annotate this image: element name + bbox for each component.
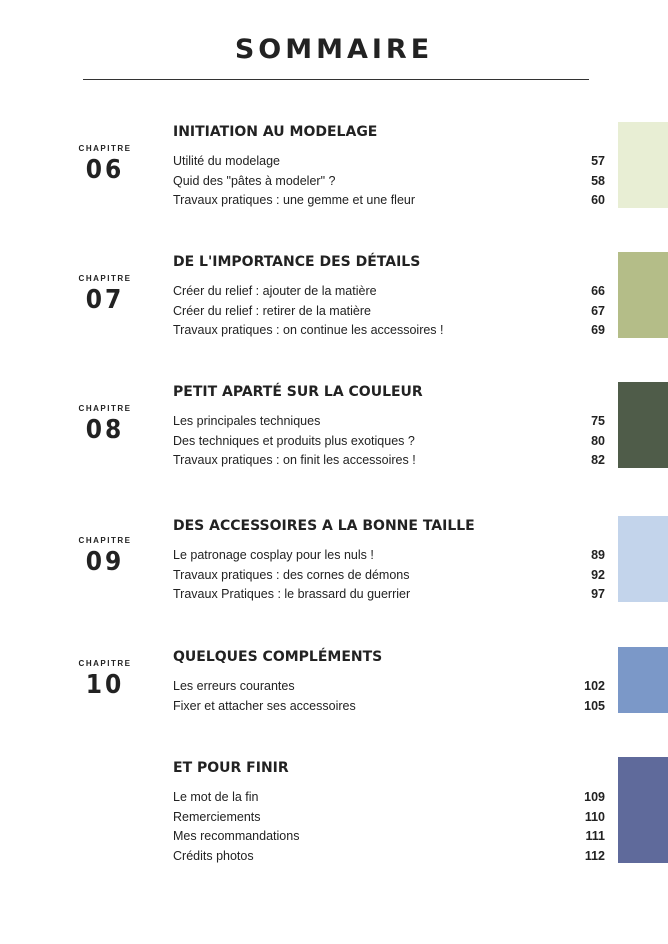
entry-page: 80 <box>591 433 605 448</box>
chapter-tag-09 <box>60 536 150 577</box>
entry-title: Travaux Pratiques : le brassard du guerrier <box>173 587 411 601</box>
color-swatch-10 <box>618 647 668 713</box>
entry-page: 58 <box>591 173 605 188</box>
toc-entry[interactable] <box>173 302 605 322</box>
title-divider <box>83 79 589 80</box>
toc-section-09 <box>173 517 605 605</box>
entry-page: 69 <box>591 323 605 337</box>
entry-page: 89 <box>591 548 605 562</box>
entry-page: 92 <box>591 567 605 582</box>
entry-title: Crédits photos <box>173 848 254 863</box>
entry-title: Remerciements <box>173 809 261 824</box>
color-swatch-09 <box>618 516 668 602</box>
entry-title: Travaux pratiques : on continue les accessoires ! <box>173 323 444 337</box>
toc-entry[interactable] <box>173 585 605 605</box>
entry-page: 105 <box>584 698 605 713</box>
section-heading: DES ACCESSOIRES A LA BONNE TAILLE <box>173 518 475 534</box>
entry-title: Quid des "pâtes à modeler" ? <box>173 173 336 188</box>
section-heading: INITIATION AU MODELAGE <box>173 124 378 140</box>
chapter-word: CHAPITRE <box>78 144 132 153</box>
section-heading: DE L'IMPORTANCE DES DÉTAILS <box>173 254 421 270</box>
entry-page: 57 <box>591 154 605 168</box>
chapter-tag-08 <box>60 404 150 445</box>
page-title: SOMMAIRE <box>234 34 434 65</box>
chapter-number: 08 <box>85 415 125 445</box>
chapter-number: 09 <box>85 547 125 577</box>
entry-title: Créer du relief : ajouter de la matière <box>173 284 377 298</box>
chapter-word: CHAPITRE <box>78 536 132 545</box>
entry-title: Mes recommandations <box>173 829 300 843</box>
color-swatch-06 <box>618 122 668 208</box>
color-swatch-final <box>618 757 668 863</box>
toc-entry[interactable] <box>173 412 605 432</box>
toc-section-06 <box>173 123 605 211</box>
toc-entry[interactable] <box>173 172 605 192</box>
toc-entry[interactable] <box>173 566 605 586</box>
entry-page: 67 <box>591 303 605 318</box>
color-swatch-07 <box>618 252 668 338</box>
toc-entry[interactable] <box>173 546 605 566</box>
chapter-number: 06 <box>85 155 125 185</box>
toc-entry[interactable] <box>173 321 605 341</box>
entry-title: Les principales techniques <box>173 414 321 428</box>
entry-page: 110 <box>584 809 605 824</box>
entry-page: 66 <box>591 284 605 298</box>
toc-entry[interactable] <box>173 827 605 847</box>
toc-entry[interactable] <box>173 788 605 808</box>
entry-page: 112 <box>584 848 605 863</box>
section-heading: QUELQUES COMPLÉMENTS <box>173 649 383 665</box>
entry-page: 75 <box>591 414 605 428</box>
entry-title: Créer du relief : retirer de la matière <box>173 303 371 318</box>
toc-entry[interactable] <box>173 697 605 717</box>
chapter-word: CHAPITRE <box>78 659 132 668</box>
entry-page: 109 <box>584 790 605 804</box>
entry-title: Des techniques et produits plus exotiques ? <box>173 433 415 448</box>
color-swatch-08 <box>618 382 668 468</box>
entry-title: Le mot de la fin <box>173 790 259 804</box>
entry-title: Travaux pratiques : des cornes de démons <box>173 567 410 582</box>
entry-title: Travaux pratiques : on finit les accessoires ! <box>173 453 416 467</box>
entry-page: 82 <box>591 453 605 467</box>
section-heading: PETIT APARTÉ SUR LA COULEUR <box>173 384 423 400</box>
entry-title: Le patronage cosplay pour les nuls ! <box>173 548 374 562</box>
chapter-number: 07 <box>85 285 125 315</box>
section-heading: ET POUR FINIR <box>173 760 289 776</box>
entry-title: Les erreurs courantes <box>173 679 295 693</box>
toc-section-10 <box>173 648 605 716</box>
entry-title: Fixer et attacher ses accessoires <box>173 698 356 713</box>
chapter-tag-07 <box>60 274 150 315</box>
entry-page: 102 <box>584 679 605 693</box>
entry-page: 60 <box>591 193 605 207</box>
chapter-word: CHAPITRE <box>78 274 132 283</box>
toc-entry[interactable] <box>173 677 605 697</box>
entry-page: 97 <box>591 587 605 601</box>
toc-section-08 <box>173 383 605 471</box>
chapter-word: CHAPITRE <box>78 404 132 413</box>
chapter-number: 10 <box>85 670 125 700</box>
toc-section-07 <box>173 253 605 341</box>
entry-title: Utilité du modelage <box>173 154 281 168</box>
toc-entry[interactable] <box>173 282 605 302</box>
toc-entry[interactable] <box>173 191 605 211</box>
toc-entry[interactable] <box>173 152 605 172</box>
toc-entry[interactable] <box>173 432 605 452</box>
chapter-tag-06 <box>60 144 150 185</box>
toc-entry[interactable] <box>173 808 605 828</box>
entry-page: 111 <box>585 829 605 843</box>
toc-entry[interactable] <box>173 451 605 471</box>
chapter-tag-10 <box>60 659 150 700</box>
toc-entry[interactable] <box>173 847 605 867</box>
entry-title: Travaux pratiques : une gemme et une fleur <box>173 193 416 207</box>
toc-section-final <box>173 759 605 866</box>
